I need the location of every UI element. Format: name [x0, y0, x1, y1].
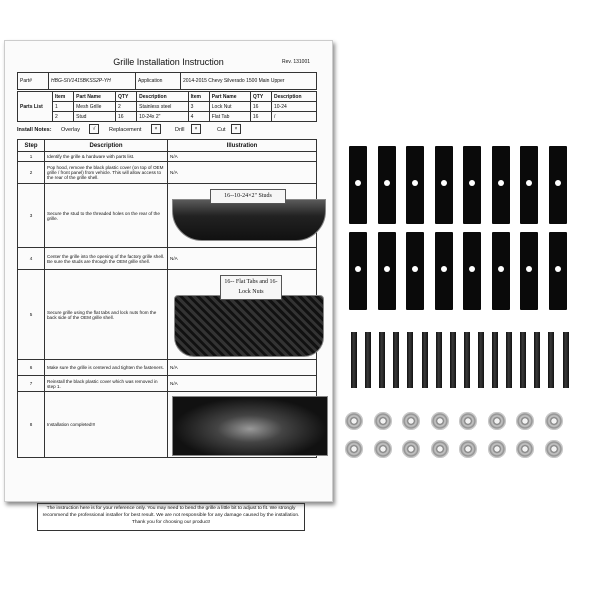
step-description: Center the grille into the opening of the factory grille shell. Be sure the studs are through the OEM grille shell. — [45, 248, 168, 270]
step-description: Pop hood, remove the black plastic cover (on top of OEM grille / front panel) from vehicle. This will allow access to the rear of the grille shell. — [45, 162, 168, 184]
studs-callout: 16--10-24×2" Studs — [210, 189, 286, 204]
cut-label: Cut — [217, 127, 226, 133]
flat-tab — [520, 146, 538, 224]
stud — [351, 332, 357, 388]
flat-tab — [349, 146, 367, 224]
part-number: HBG-SIV1415BKSS2P-YH — [49, 73, 136, 90]
lock-nut — [431, 440, 449, 458]
parts-cell: 2 — [116, 102, 137, 112]
step-description: Secure grille using the flat tabs and lock nuts from the back side of the OEM grille shell. — [45, 270, 168, 360]
overlay-label: Overlay — [61, 127, 80, 133]
stud — [450, 332, 456, 388]
parts-list-label: Parts List — [18, 92, 53, 122]
flat-tab — [549, 146, 567, 224]
parts-cell: 3 — [188, 102, 209, 112]
lock-nut — [431, 412, 449, 430]
part-label: Part# — [18, 73, 49, 90]
revision-label: Rev. 131001 — [282, 59, 310, 65]
stud — [379, 332, 385, 388]
lock-nut — [402, 412, 420, 430]
lock-nut — [345, 440, 363, 458]
parts-header-cell: Part Name — [209, 92, 250, 102]
stud — [520, 332, 526, 388]
parts-header-cell: Part Name — [74, 92, 116, 102]
stud — [478, 332, 484, 388]
parts-cell: Mesh Grille — [74, 102, 116, 112]
step-number: 6 — [18, 360, 45, 376]
flat-tab — [463, 146, 481, 224]
parts-cell: Lock Nut — [209, 102, 250, 112]
lock-nut — [402, 440, 420, 458]
flat-tab — [378, 232, 396, 310]
flat-tab — [492, 232, 510, 310]
flat-tab — [435, 146, 453, 224]
step-illustration: N/A — [168, 376, 317, 392]
steps-header-step: Step — [18, 140, 45, 152]
step-number: 7 — [18, 376, 45, 392]
step-number: 1 — [18, 152, 45, 162]
lock-nut — [545, 412, 563, 430]
parts-cell: 2 — [53, 112, 74, 122]
step-illustration: N/A — [168, 162, 317, 184]
steps-header-description: Description — [45, 140, 168, 152]
parts-cell: 16 — [116, 112, 137, 122]
stud — [548, 332, 554, 388]
flat-tab — [349, 232, 367, 310]
parts-cell: Flat Tab — [209, 112, 250, 122]
stud — [563, 332, 569, 388]
parts-header-cell: Description — [272, 92, 317, 102]
stud — [534, 332, 540, 388]
flat-tab — [463, 232, 481, 310]
step-description: Secure the stud to the threaded holes on the rear of the grille. — [45, 184, 168, 248]
lock-nut — [516, 440, 534, 458]
stud — [506, 332, 512, 388]
replacement-checkbox: × — [151, 124, 161, 134]
cut-checkbox: × — [231, 124, 241, 134]
application-value: 2014-2015 Chevy Silverado 1500 Main Upper — [181, 73, 317, 90]
step-illustration: N/A — [168, 152, 317, 162]
stud — [365, 332, 371, 388]
lock-nut — [459, 412, 477, 430]
sheet-title: Grille Installation Instruction — [113, 57, 224, 67]
step-number: 3 — [18, 184, 45, 248]
parts-header-cell: Description — [137, 92, 189, 102]
step-illustration: N/A — [168, 360, 317, 376]
parts-header-cell: QTY — [116, 92, 137, 102]
tabs-nuts-callout: 16-- Flat Tabs and 16-Lock Nuts — [220, 275, 282, 300]
stud — [407, 332, 413, 388]
overlay-checkbox: √ — [89, 124, 99, 134]
flat-tab — [406, 146, 424, 224]
lock-nut — [345, 412, 363, 430]
lock-nut — [488, 440, 506, 458]
stud — [464, 332, 470, 388]
stud — [393, 332, 399, 388]
step-description: Reinstall the black plastic cover which was removed in step 1. — [45, 376, 168, 392]
parts-header-cell: Item — [53, 92, 74, 102]
lock-nut — [488, 412, 506, 430]
flat-tab — [378, 146, 396, 224]
flat-tab — [435, 232, 453, 310]
parts-cell: Stud — [74, 112, 116, 122]
parts-cell: 4 — [188, 112, 209, 122]
step-number: 8 — [18, 392, 45, 458]
step-illustration: N/A — [168, 248, 317, 270]
lock-nut — [459, 440, 477, 458]
step-number: 4 — [18, 248, 45, 270]
parts-cell: 1 — [53, 102, 74, 112]
parts-cell: 10-24 — [272, 102, 317, 112]
parts-cell: 16 — [250, 102, 271, 112]
parts-cell: / — [272, 112, 317, 122]
flat-tab — [406, 232, 424, 310]
disclaimer-note: The instruction here is for your reference only. You may need to bend the grille a little bit to adjust to fit. We strongly recommend the professional installer for best result. We are not responsible for any damage caused by the installation. Thank you for choosing our product! — [37, 503, 305, 531]
step-description: Installation completed!!! — [45, 392, 168, 458]
parts-header-cell: QTY — [250, 92, 271, 102]
stud — [436, 332, 442, 388]
parts-header-cell: Item — [188, 92, 209, 102]
install-notes-label: Install Notes: — [17, 127, 52, 133]
step-description: Make sure the grille is centered and tighten the fasteners. — [45, 360, 168, 376]
flat-tab — [492, 146, 510, 224]
stud — [422, 332, 428, 388]
lock-nut — [516, 412, 534, 430]
lock-nut — [545, 440, 563, 458]
step-number: 2 — [18, 162, 45, 184]
lock-nut — [374, 440, 392, 458]
parts-cell: Stainless steel — [137, 102, 189, 112]
parts-cell: 10-24x 2" — [137, 112, 189, 122]
step-description: Identify the grille & hardware with parts list. — [45, 152, 168, 162]
parts-cell: 16 — [250, 112, 271, 122]
drill-checkbox: × — [191, 124, 201, 134]
steps-header-illustration: Illustration — [168, 140, 317, 152]
application-label: Application — [136, 73, 181, 90]
replacement-label: Replacement — [109, 127, 142, 133]
drill-label: Drill — [175, 127, 185, 133]
flat-tab — [520, 232, 538, 310]
step-number: 5 — [18, 270, 45, 360]
flat-tab — [549, 232, 567, 310]
lock-nut — [374, 412, 392, 430]
stud — [492, 332, 498, 388]
